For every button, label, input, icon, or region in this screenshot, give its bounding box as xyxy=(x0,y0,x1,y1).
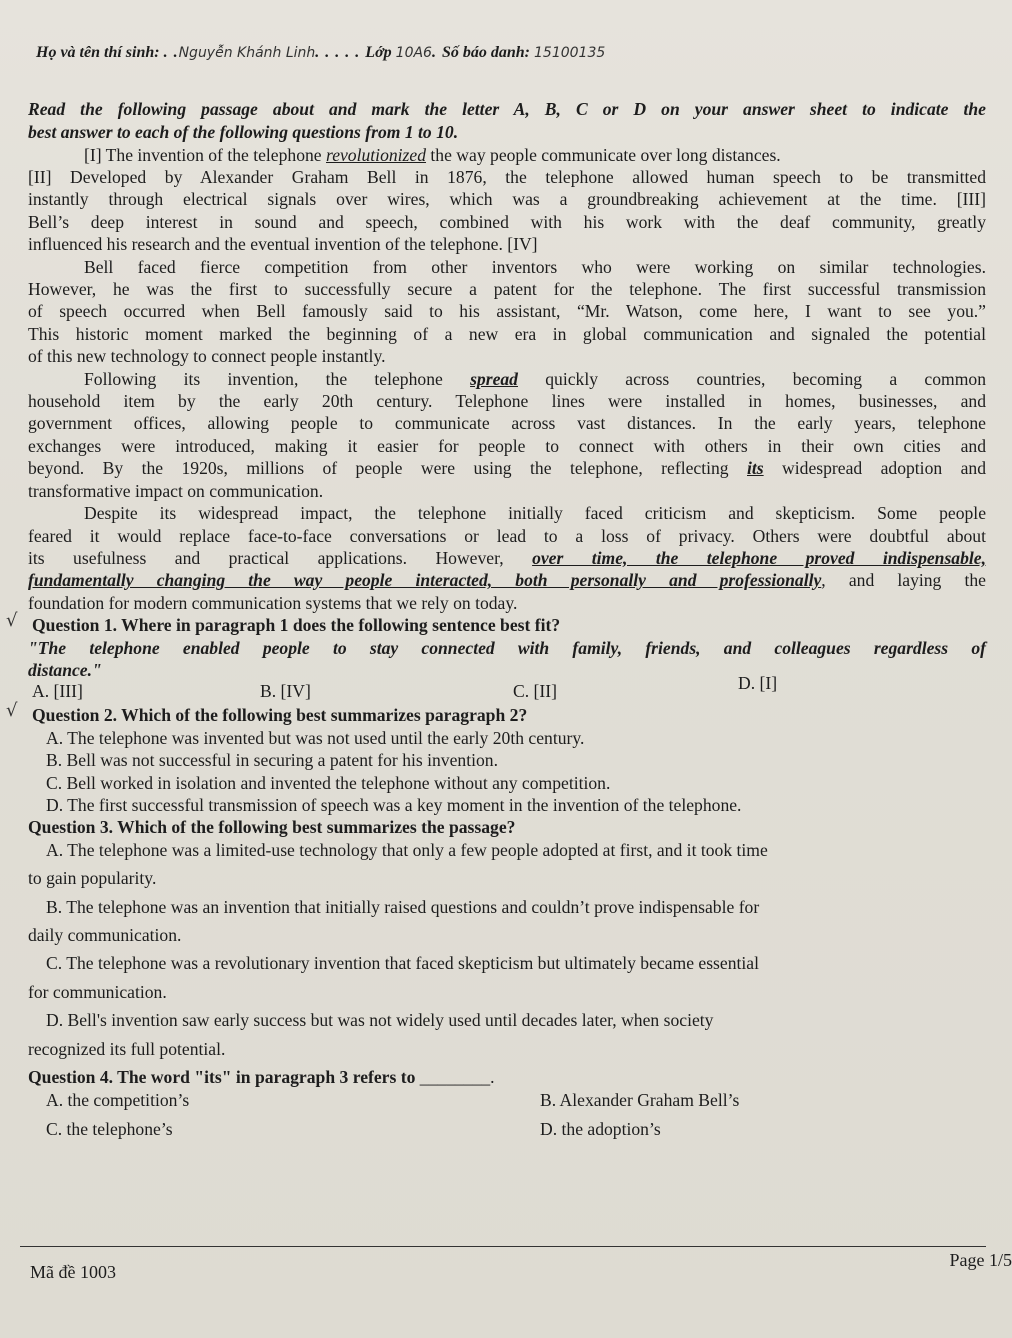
q4-stem: Question 4. The word "its" in paragraph 3 refers to ________. xyxy=(28,1067,495,1088)
q1-option-b[interactable]: B. [IV] xyxy=(260,681,311,702)
class-label: Lớp xyxy=(365,44,392,61)
q3-option-b-line-1[interactable]: B. The telephone was an invention that initially raised questions and couldn’t prove indispensable for xyxy=(46,896,760,917)
passage-p1-line-3: instantly through electrical signals over wires, which was a groundbreaking achievement at the time. [III] xyxy=(28,189,986,210)
passage-p1-line-5: influenced his research and the eventual invention of the telephone. [IV] xyxy=(28,234,538,255)
q1-option-c[interactable]: C. [II] xyxy=(513,681,557,702)
q4-option-b[interactable]: B. Alexander Graham Bell’s xyxy=(540,1090,740,1111)
id-value: 15100135 xyxy=(534,45,606,61)
passage-p2-line-2: However, he was the first to successfully secure a patent for the telephone. The first successful transmission xyxy=(28,279,986,300)
passage-p4-line-5: foundation for modern communication systems that we rely on today. xyxy=(28,592,518,613)
passage-p4-line-3: its usefulness and practical applications. However, over time, the telephone proved indispensable, xyxy=(28,547,986,568)
q3-option-b-line-2: daily communication. xyxy=(28,925,182,945)
passage-p1-line-4: Bell’s deep interest in sound and speech, combined with his work with the deaf community, greatly xyxy=(28,211,986,232)
q1-quote-line-2: distance." xyxy=(28,659,102,680)
passage-p2-line-5: of this new technology to connect people instantly. xyxy=(28,346,386,367)
q2-option-d[interactable]: D. The first successful transmission of speech was a key moment in the invention of the telephone. xyxy=(46,794,742,815)
q1-stem: √ Question 1. Where in paragraph 1 does the following sentence best fit? xyxy=(6,610,561,636)
q4-option-a[interactable]: A. the competition’s xyxy=(46,1090,190,1111)
passage-p3-line-6: transformative impact on communication. xyxy=(28,480,324,501)
phrase-fundamentally: fundamentally changing the way people interacted, both personally and professionally xyxy=(28,570,822,591)
id-label: Số báo danh: xyxy=(441,44,530,61)
word-its: its xyxy=(747,458,764,479)
q2-option-a[interactable]: A. The telephone was invented but was not used until the early 20th century. xyxy=(46,727,585,748)
q4-option-d[interactable]: D. the adoption’s xyxy=(540,1119,661,1140)
word-revolutionized: revolutionized xyxy=(326,144,427,165)
q4-blank: ________. xyxy=(419,1067,495,1088)
phrase-over-time: over time, the telephone proved indispensable, xyxy=(532,547,986,568)
passage-p4-line-4: fundamentally changing the way people interacted, both personally and professionally, and laying the xyxy=(28,570,986,591)
q1-options xyxy=(28,673,986,704)
word-spread: spread xyxy=(470,368,518,389)
check-mark-icon: √ xyxy=(6,700,18,722)
check-mark-icon: √ xyxy=(6,610,18,632)
q4-option-c[interactable]: C. the telephone’s xyxy=(46,1119,173,1140)
instruction-line-1: Read the following passage about and mark the letter A, B, C or D on your answer sheet to indicate the xyxy=(28,99,986,120)
passage-p3-line-1: Following its invention, the telephone spread quickly across countries, becoming a common xyxy=(84,368,987,389)
name-value: Nguyễn Khánh Linh xyxy=(178,45,316,61)
passage-p3-line-3: government offices, allowing people to communicate across vast distances. In the early years, telephone xyxy=(28,413,986,434)
exam-code: Mã đề 1003 xyxy=(30,1262,116,1282)
passage-p2-line-1: Bell faced fierce competition from other inventors who were working on similar technologies. xyxy=(84,256,986,277)
passage-p4-line-2: feared it would replace face-to-face conversations or lead to a loss of privacy. Others were doubtful about xyxy=(28,525,986,546)
passage-p2-line-3: of speech occurred when Bell famously said to his assistant, “Mr. Watson, come here, I want to see you.” xyxy=(28,301,986,322)
q3-option-c-line-2: for communication. xyxy=(28,981,167,1002)
q4-options-row-1 xyxy=(28,1090,986,1113)
q2-option-c[interactable]: C. Bell worked in isolation and invented the telephone without any competition. xyxy=(46,772,611,793)
passage-p1-line-1: [I] The invention of the telephone revolutionized the way people communicate over long distances. xyxy=(84,144,781,165)
passage-p1-line-2: [II] Developed by Alexander Graham Bell in 1876, the telephone allowed human speech to be transmitted xyxy=(28,167,986,187)
instruction-line-2: best answer to each of the following questions from 1 to 10. xyxy=(28,122,459,142)
passage-p3-line-2: household item by the early 20th century. Telephone lines were installed in homes, businesses, and xyxy=(28,391,986,412)
class-value: 10A6 xyxy=(395,45,432,61)
passage-p3-line-5: beyond. By the 1920s, millions of people were using the telephone, reflecting its widespread adoption and xyxy=(28,458,986,479)
passage-p2-line-4: This historic moment marked the beginning of a new era in global communication and signaled the potential xyxy=(28,323,986,344)
q3-option-d-line-2: recognized its full potential. xyxy=(28,1038,226,1059)
student-info-header: Họ và tên thí sinh: . .Nguyễn Khánh Linh. . . . . Lớp 10A6. Số báo danh: 15100135 xyxy=(36,44,606,61)
q3-stem: Question 3. Which of the following best summarizes the passage? xyxy=(28,817,516,838)
q1-option-a[interactable]: A. [III] xyxy=(32,681,83,702)
page-number: Page 1/5 xyxy=(949,1250,1012,1270)
q2-option-b[interactable]: B. Bell was not successful in securing a patent for his invention. xyxy=(46,750,498,771)
q3-option-a-line-1[interactable]: A. The telephone was a limited-use technology that only a few people adopted at first, and it took time xyxy=(46,839,768,860)
q1-quote-line-1: "The telephone enabled people to stay connected with family, friends, and colleagues regardless of xyxy=(28,637,986,658)
footer-divider xyxy=(20,1246,986,1247)
q1-option-d[interactable]: D. [I] xyxy=(738,673,778,694)
passage-p3-line-4: exchanges were introduced, making it easier for people to connect with others in their own cities and xyxy=(28,435,986,456)
passage-p4-line-1: Despite its widespread impact, the telephone initially faced criticism and skepticism. Some people xyxy=(84,503,986,524)
q3-option-c-line-1[interactable]: C. The telephone was a revolutionary invention that faced skepticism but ultimately became essential xyxy=(46,953,759,974)
q3-option-d-line-1[interactable]: D. Bell's invention saw early success but was not widely used until decades later, when society xyxy=(46,1010,714,1031)
q2-stem: √ Question 2. Which of the following best summarizes paragraph 2? xyxy=(6,700,528,726)
q3-option-a-line-2: to gain popularity. xyxy=(28,868,157,889)
name-label: Họ và tên thí sinh: xyxy=(36,44,160,61)
q4-options-row-2 xyxy=(28,1119,986,1142)
